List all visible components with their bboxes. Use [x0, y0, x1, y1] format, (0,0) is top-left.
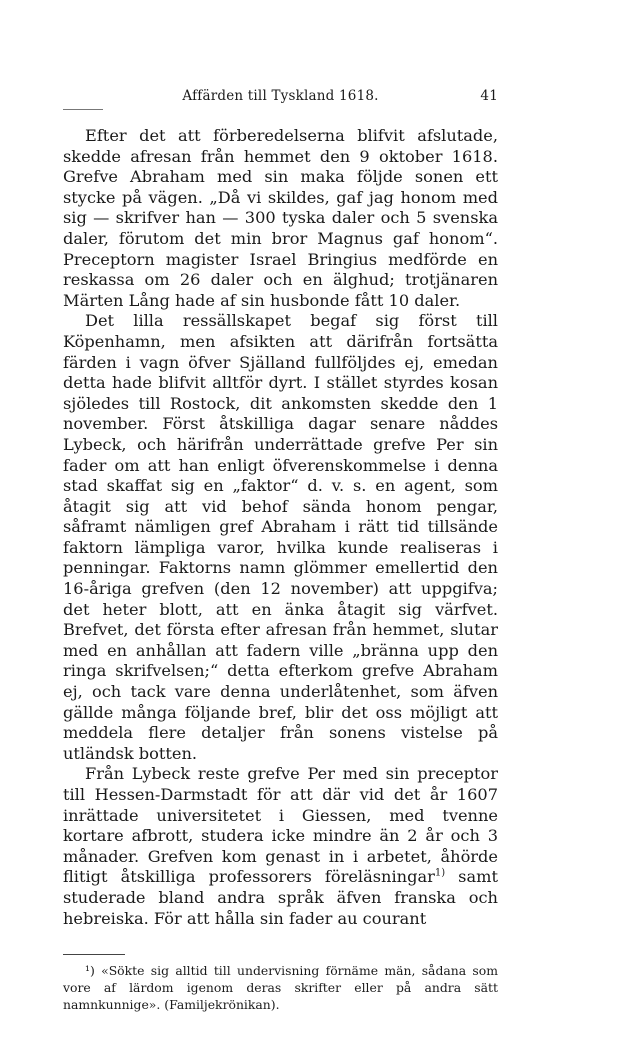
running-title: Affärden till Tyskland 1618. [182, 88, 379, 104]
book-page [63, 88, 498, 1014]
paragraph-text: samt studerade bland andra språk äfven franska och hebreiska. För att hålla sin fader au courant [63, 867, 498, 928]
header-rule [63, 109, 103, 110]
footnote-reference: 1) [434, 867, 446, 879]
paragraph-text: Från Lybeck reste grefve Per med sin preceptor till Hessen-Darmstadt för att där vid det år 1607 inrättade universitetet i Giessen, med tvenne kortare afbrott, studera icke mindre än 2 år och 3 månader. Grefven kom genast in i arbetet, åhörde flitigt åtskilliga professorers föreläsningar [63, 764, 498, 887]
running-header [63, 88, 498, 110]
footnote-rule [63, 954, 125, 955]
body-text [63, 126, 498, 929]
footnote-text: «Sökte sig alltid till undervisning förnäme män, sådana som vore af lärdom igenom deras skrifter eller på andra sätt namnkunnige». (Familjekrönikan). [63, 963, 498, 1012]
paragraph [63, 764, 498, 929]
paragraph: Efter det att förberedelserna blifvit afslutade, skedde afresan från hemmet den 9 oktober 1618. Grefve Abraham med sin maka följde sonen ett stycke på vägen. „Då vi skildes, gaf jag honom med sig — skrifver han — 300 tyska daler och 5 svenska daler, förutom det min bror Magnus gaf honom“. Preceptorn magister Israel Bringius medförde en reskassa om 26 daler och en älghud; trotjänaren Märten Lång hade af sin husbonde fått 10 daler. [63, 126, 498, 310]
footnote-mark: ¹) [85, 963, 95, 979]
page-number: 41 [480, 88, 498, 104]
footnote [63, 963, 498, 1013]
paragraph: Det lilla ressällskapet begaf sig först till Köpenhamn, men afsikten att därifrån fortsätta färden i vagn öfver Själland fullföljdes ej, emedan detta hade blifvit alltför dyrt. I stället styrdes kosan sjöledes till Rostock, dit ankomsten skedde den 1 november. Först åtskilliga dagar senare nåddes Lybeck, och härifrån underrättade grefve Per sin fader om att han enligt öfverenskommelse i denna stad skaffat sig en „faktor“ d. v. s. en agent, som åtagit sig att vid behof sända honom pengar, såframt nämligen gref Abraham i rätt tid tillsände faktorn lämpliga varor, hvilka kunde realiseras i penningar. Faktorns namn glömmer emellertid den 16-åriga grefven (den 12 november) att uppgifva; det heter blott, att en änka åtagit sig värfvet. Brefvet, det första efter afresan från hemmet, slutar med en anhållan att fadern ville „bränna upp den ringa skrifvelsen;“ detta efterkom grefve Abraham ej, och tack vare denna underlåtenhet, som äfven gällde många följande bref, blir det oss möjligt att meddela flere detaljer från sonens vistelse på utländsk botten. [63, 311, 498, 763]
